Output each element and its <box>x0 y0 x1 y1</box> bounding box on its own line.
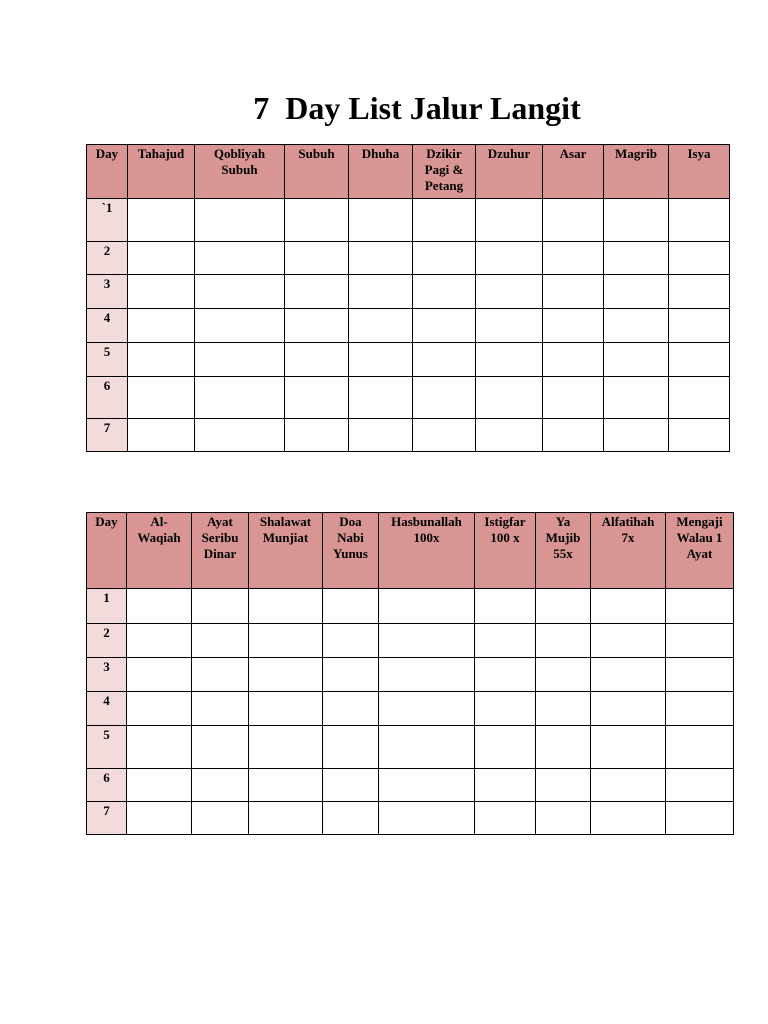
column-header-label: Dzikir <box>426 146 462 161</box>
column-header-label: 100 x <box>490 530 520 545</box>
alfatihah-7x-day-4-cell <box>591 692 666 726</box>
istigfar-100-x-day-6-cell <box>475 769 536 802</box>
column-header-label: Doa <box>339 514 362 529</box>
day-number: 3 <box>87 658 127 692</box>
day-number: `1 <box>87 199 128 242</box>
column-header-label: Mengaji <box>676 514 723 529</box>
al-waqiah-day-3-cell <box>127 658 192 692</box>
istigfar-100-x-day-5-cell <box>475 726 536 769</box>
ayat-seribu-dinar-day-2-cell <box>192 624 249 658</box>
al-waqiah-day-7-cell <box>127 802 192 835</box>
day-number: 1 <box>87 589 127 624</box>
ya-mujib-55x-day-6-cell <box>536 769 591 802</box>
column-header-label: Ayat <box>207 514 233 529</box>
qobliyah-subuh-day-3-cell <box>195 275 285 309</box>
subuh-day-6-cell <box>285 377 349 419</box>
column-header-label: Nabi <box>337 530 364 545</box>
hasbunallah-100x-day-4-cell <box>379 692 475 726</box>
qobliyah-subuh-day-6-cell <box>195 377 285 419</box>
column-header-label: Pagi & <box>424 162 464 177</box>
subuh-day-7-cell <box>285 419 349 452</box>
qobliyah-subuh-day-2-cell <box>195 242 285 275</box>
al-waqiah-day-6-cell <box>127 769 192 802</box>
column-header-dhuha <box>349 145 413 199</box>
isya-day-4-cell <box>669 309 730 343</box>
column-header-alfatihah-7x <box>591 513 666 589</box>
dhuha-day-3-cell <box>349 275 413 309</box>
al-waqiah-day-2-cell <box>127 624 192 658</box>
dzuhur-day-6-cell <box>476 377 543 419</box>
magrib-day-2-cell <box>604 242 669 275</box>
column-header-label: 55x <box>553 546 573 561</box>
magrib-day-1-cell <box>604 199 669 242</box>
tahajud-day-5-cell <box>128 343 195 377</box>
dzuhur-day-1-cell <box>476 199 543 242</box>
column-header-label: Yunus <box>333 546 368 561</box>
shalawat-munjiat-day-6-cell <box>249 769 323 802</box>
magrib-day-6-cell <box>604 377 669 419</box>
ayat-seribu-dinar-day-7-cell <box>192 802 249 835</box>
day-row <box>87 343 730 377</box>
isya-day-2-cell <box>669 242 730 275</box>
column-header-label: Magrib <box>615 146 657 161</box>
qobliyah-subuh-day-1-cell <box>195 199 285 242</box>
day-row <box>87 275 730 309</box>
tahajud-day-2-cell <box>128 242 195 275</box>
column-header-label: Seribu <box>201 530 239 545</box>
asar-day-4-cell <box>543 309 604 343</box>
column-header-dzuhur <box>476 145 543 199</box>
alfatihah-7x-day-2-cell <box>591 624 666 658</box>
dhuha-day-2-cell <box>349 242 413 275</box>
dzikir-pagi-petang-day-4-cell <box>413 309 476 343</box>
column-header-label: Tahajud <box>137 146 185 161</box>
day-row <box>87 624 734 658</box>
dhuha-day-7-cell <box>349 419 413 452</box>
column-header-istigfar-100-x <box>475 513 536 589</box>
hasbunallah-100x-day-1-cell <box>379 589 475 624</box>
column-header-ayat-seribu-dinar <box>192 513 249 589</box>
column-header-label: Dinar <box>203 546 237 561</box>
column-header-label: Petang <box>424 178 464 193</box>
day-number: 4 <box>87 309 128 343</box>
day-row <box>87 589 734 624</box>
column-header-label: 100x <box>413 530 440 545</box>
subuh-day-4-cell <box>285 309 349 343</box>
column-header-label: Alfatihah <box>601 514 655 529</box>
qobliyah-subuh-day-7-cell <box>195 419 285 452</box>
subuh-day-2-cell <box>285 242 349 275</box>
al-waqiah-day-1-cell <box>127 589 192 624</box>
doa-nabi-yunus-day-2-cell <box>323 624 379 658</box>
hasbunallah-100x-day-6-cell <box>379 769 475 802</box>
column-header-label: Al- <box>150 514 168 529</box>
mengaji-walau-1-ayat-day-5-cell <box>666 726 734 769</box>
dzuhur-day-5-cell <box>476 343 543 377</box>
tahajud-day-1-cell <box>128 199 195 242</box>
day-number: 2 <box>87 624 127 658</box>
page-title: 7 Day List Jalur Langit <box>253 90 581 126</box>
hasbunallah-100x-day-3-cell <box>379 658 475 692</box>
dzuhur-day-4-cell <box>476 309 543 343</box>
column-header-asar <box>543 145 604 199</box>
dhuha-day-5-cell <box>349 343 413 377</box>
qobliyah-subuh-day-4-cell <box>195 309 285 343</box>
column-header-subuh <box>285 145 349 199</box>
shalawat-munjiat-day-1-cell <box>249 589 323 624</box>
day-number: 3 <box>87 275 128 309</box>
dzuhur-day-2-cell <box>476 242 543 275</box>
column-header-label: Hasbunallah <box>391 514 462 529</box>
column-header-label: Dhuha <box>361 146 400 161</box>
column-header-day <box>87 145 128 199</box>
column-header-label: Asar <box>559 146 587 161</box>
magrib-day-7-cell <box>604 419 669 452</box>
qobliyah-subuh-day-5-cell <box>195 343 285 377</box>
day-row <box>87 419 730 452</box>
isya-day-1-cell <box>669 199 730 242</box>
column-header-mengaji-walau-1-ayat <box>666 513 734 589</box>
hasbunallah-100x-day-2-cell <box>379 624 475 658</box>
ya-mujib-55x-day-4-cell <box>536 692 591 726</box>
day-number: 7 <box>87 802 127 835</box>
hasbunallah-100x-day-5-cell <box>379 726 475 769</box>
doa-nabi-yunus-day-5-cell <box>323 726 379 769</box>
subuh-day-5-cell <box>285 343 349 377</box>
column-header-label: Subuh <box>298 146 335 161</box>
header-row <box>87 513 734 589</box>
shalawat-munjiat-day-4-cell <box>249 692 323 726</box>
doa-nabi-yunus-day-1-cell <box>323 589 379 624</box>
magrib-day-5-cell <box>604 343 669 377</box>
dzikir-pagi-petang-day-7-cell <box>413 419 476 452</box>
column-header-ya-mujib-55x <box>536 513 591 589</box>
day-row <box>87 199 730 242</box>
column-header-dzikir-pagi-petang <box>413 145 476 199</box>
mengaji-walau-1-ayat-day-6-cell <box>666 769 734 802</box>
column-header-label: Ayat <box>686 546 713 561</box>
day-row <box>87 309 730 343</box>
column-header-day <box>87 513 127 589</box>
ayat-seribu-dinar-day-6-cell <box>192 769 249 802</box>
day-number: 5 <box>87 343 128 377</box>
dzikir-pagi-petang-day-1-cell <box>413 199 476 242</box>
day-number: 6 <box>87 377 128 419</box>
tahajud-day-3-cell <box>128 275 195 309</box>
dhuha-day-6-cell <box>349 377 413 419</box>
doa-nabi-yunus-day-4-cell <box>323 692 379 726</box>
isya-day-3-cell <box>669 275 730 309</box>
day-number: 4 <box>87 692 127 726</box>
shalawat-munjiat-day-5-cell <box>249 726 323 769</box>
column-header-al-waqiah <box>127 513 192 589</box>
al-waqiah-day-5-cell <box>127 726 192 769</box>
dhuha-day-1-cell <box>349 199 413 242</box>
dzikir-pagi-petang-day-6-cell <box>413 377 476 419</box>
column-header-label: Subuh <box>221 162 258 177</box>
mengaji-walau-1-ayat-day-2-cell <box>666 624 734 658</box>
day-number: 6 <box>87 769 127 802</box>
al-waqiah-day-4-cell <box>127 692 192 726</box>
shalawat-munjiat-day-3-cell <box>249 658 323 692</box>
ya-mujib-55x-day-7-cell <box>536 802 591 835</box>
alfatihah-7x-day-7-cell <box>591 802 666 835</box>
dzuhur-day-7-cell <box>476 419 543 452</box>
ayat-seribu-dinar-day-5-cell <box>192 726 249 769</box>
isya-day-7-cell <box>669 419 730 452</box>
column-header-shalawat-munjiat <box>249 513 323 589</box>
column-header-label: Waqiah <box>137 530 181 545</box>
doa-nabi-yunus-day-3-cell <box>323 658 379 692</box>
subuh-day-3-cell <box>285 275 349 309</box>
column-header-label: Dzuhur <box>487 146 531 161</box>
day-row <box>87 658 734 692</box>
daily-prayer-tracker-table <box>86 144 730 452</box>
daily-dhikr-tracker-table <box>86 512 734 835</box>
ayat-seribu-dinar-day-1-cell <box>192 589 249 624</box>
ayat-seribu-dinar-day-4-cell <box>192 692 249 726</box>
dzikir-pagi-petang-day-3-cell <box>413 275 476 309</box>
dzikir-pagi-petang-day-2-cell <box>413 242 476 275</box>
column-header-label: Day <box>95 146 119 161</box>
column-header-label: Mujib <box>545 530 581 545</box>
magrib-day-4-cell <box>604 309 669 343</box>
ya-mujib-55x-day-2-cell <box>536 624 591 658</box>
day-row <box>87 802 734 835</box>
asar-day-7-cell <box>543 419 604 452</box>
alfatihah-7x-day-5-cell <box>591 726 666 769</box>
alfatihah-7x-day-1-cell <box>591 589 666 624</box>
asar-day-6-cell <box>543 377 604 419</box>
day-row <box>87 692 734 726</box>
shalawat-munjiat-day-2-cell <box>249 624 323 658</box>
day-number: 2 <box>87 242 128 275</box>
column-header-label: Day <box>95 514 118 529</box>
day-number: 7 <box>87 419 128 452</box>
isya-day-6-cell <box>669 377 730 419</box>
tahajud-day-4-cell <box>128 309 195 343</box>
asar-day-1-cell <box>543 199 604 242</box>
dzikir-pagi-petang-day-5-cell <box>413 343 476 377</box>
ya-mujib-55x-day-3-cell <box>536 658 591 692</box>
column-header-label: Munjiat <box>262 530 309 545</box>
mengaji-walau-1-ayat-day-1-cell <box>666 589 734 624</box>
mengaji-walau-1-ayat-day-4-cell <box>666 692 734 726</box>
day-number: 5 <box>87 726 127 769</box>
tahajud-day-6-cell <box>128 377 195 419</box>
asar-day-5-cell <box>543 343 604 377</box>
alfatihah-7x-day-3-cell <box>591 658 666 692</box>
subuh-day-1-cell <box>285 199 349 242</box>
tahajud-day-7-cell <box>128 419 195 452</box>
alfatihah-7x-day-6-cell <box>591 769 666 802</box>
column-header-label: Walau 1 <box>676 530 723 545</box>
day-row <box>87 769 734 802</box>
column-header-magrib <box>604 145 669 199</box>
doa-nabi-yunus-day-6-cell <box>323 769 379 802</box>
column-header-label: Istigfar <box>484 514 526 529</box>
column-header-doa-nabi-yunus <box>323 513 379 589</box>
asar-day-2-cell <box>543 242 604 275</box>
magrib-day-3-cell <box>604 275 669 309</box>
column-header-label: 7x <box>621 530 635 545</box>
dzuhur-day-3-cell <box>476 275 543 309</box>
mengaji-walau-1-ayat-day-7-cell <box>666 802 734 835</box>
column-header-isya <box>669 145 730 199</box>
istigfar-100-x-day-2-cell <box>475 624 536 658</box>
isya-day-5-cell <box>669 343 730 377</box>
header-row <box>87 145 730 199</box>
column-header-hasbunallah-100x <box>379 513 475 589</box>
shalawat-munjiat-day-7-cell <box>249 802 323 835</box>
dhuha-day-4-cell <box>349 309 413 343</box>
column-header-label: Ya <box>555 514 571 529</box>
day-row <box>87 377 730 419</box>
asar-day-3-cell <box>543 275 604 309</box>
doa-nabi-yunus-day-7-cell <box>323 802 379 835</box>
mengaji-walau-1-ayat-day-3-cell <box>666 658 734 692</box>
ya-mujib-55x-day-1-cell <box>536 589 591 624</box>
istigfar-100-x-day-7-cell <box>475 802 536 835</box>
istigfar-100-x-day-1-cell <box>475 589 536 624</box>
istigfar-100-x-day-3-cell <box>475 658 536 692</box>
column-header-tahajud <box>128 145 195 199</box>
column-header-label: Shalawat <box>259 514 312 529</box>
hasbunallah-100x-day-7-cell <box>379 802 475 835</box>
day-row <box>87 726 734 769</box>
column-header-label: Isya <box>687 146 711 161</box>
day-row <box>87 242 730 275</box>
column-header-qobliyah-subuh <box>195 145 285 199</box>
istigfar-100-x-day-4-cell <box>475 692 536 726</box>
ya-mujib-55x-day-5-cell <box>536 726 591 769</box>
ayat-seribu-dinar-day-3-cell <box>192 658 249 692</box>
column-header-label: Qobliyah <box>213 146 266 161</box>
